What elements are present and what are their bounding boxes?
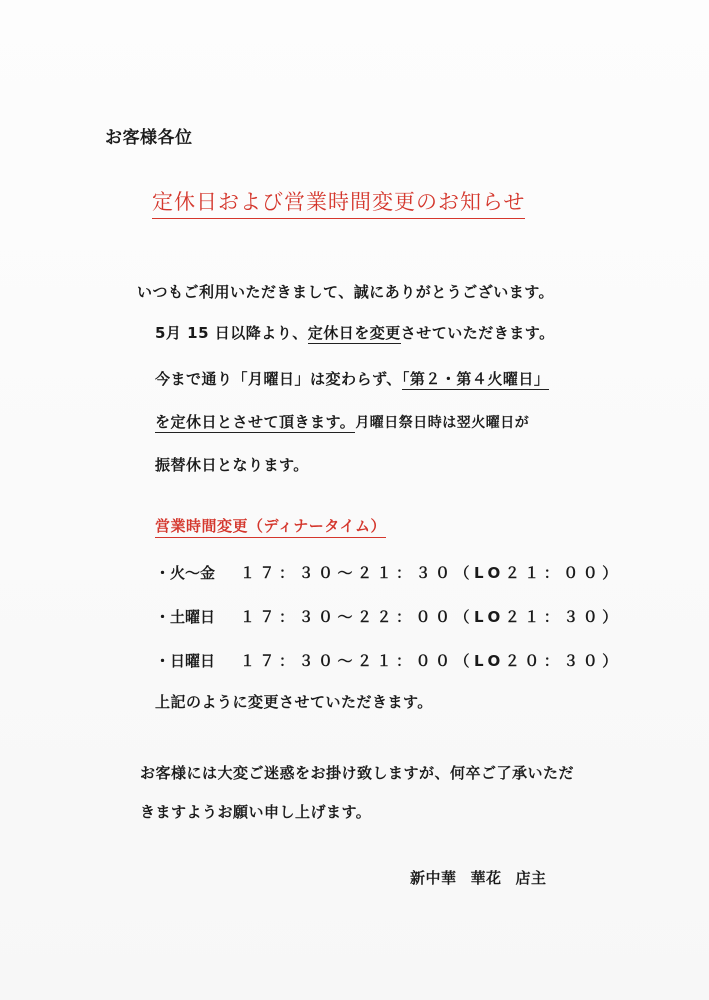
- salutation: お客様各位: [105, 128, 193, 148]
- hours-after-line: 上記のように変更させていただきます。: [155, 693, 433, 711]
- signature-company: 新中華: [410, 869, 457, 887]
- hours-row-time: １７：３０～２２：００（LO２１：３０）: [240, 608, 622, 626]
- hours-row-day: ・土曜日: [155, 608, 216, 626]
- signature-shop: 華花: [470, 869, 502, 887]
- notice-line-1-post: させていただきます。: [400, 324, 555, 342]
- notice-line-3-post: 月曜日祭日時は翌火曜日が: [355, 415, 530, 431]
- hours-row-day: ・日曜日: [155, 652, 216, 670]
- closing-line-1: お客様には大変ご迷惑をお掛け致しますが、何卒ご了承いただ: [140, 764, 575, 782]
- notice-line-1: [155, 322, 555, 343]
- signature-role: 店主: [515, 869, 547, 887]
- notice-line-2-underlined: 「第２・第４火曜日」: [401, 370, 550, 388]
- notice-line-2: [155, 368, 549, 389]
- closing-line-2: きますようお願い申し上げます。: [140, 803, 372, 821]
- hours-row-day: ・火～金: [155, 564, 216, 582]
- notice-line-1-pre: 5月 15 日以降より、: [155, 324, 308, 342]
- notice-line-3-underlined: を定休日とさせて頂きます。: [155, 413, 356, 431]
- hours-section-heading: 営業時間変更（ディナータイム）: [155, 515, 386, 538]
- notice-line-3: [155, 411, 529, 432]
- notice-line-4: 振替休日となります。: [155, 456, 309, 474]
- signature: [410, 867, 561, 888]
- hours-row-time: １７：３０～２１：３０（LO２１：００）: [240, 564, 622, 582]
- notice-line-1-underlined: 定休日を変更: [307, 324, 401, 342]
- greeting-line: いつもご利用いただきまして、誠にありがとうございます。: [137, 283, 555, 301]
- notice-title: 定休日および営業時間変更のお知らせ: [152, 186, 525, 219]
- hours-row-time: １７：３０～２１：００（LO２０：３０）: [240, 652, 622, 670]
- notice-line-2-pre: 今まで通り「月曜日」は変わらず、: [155, 370, 402, 388]
